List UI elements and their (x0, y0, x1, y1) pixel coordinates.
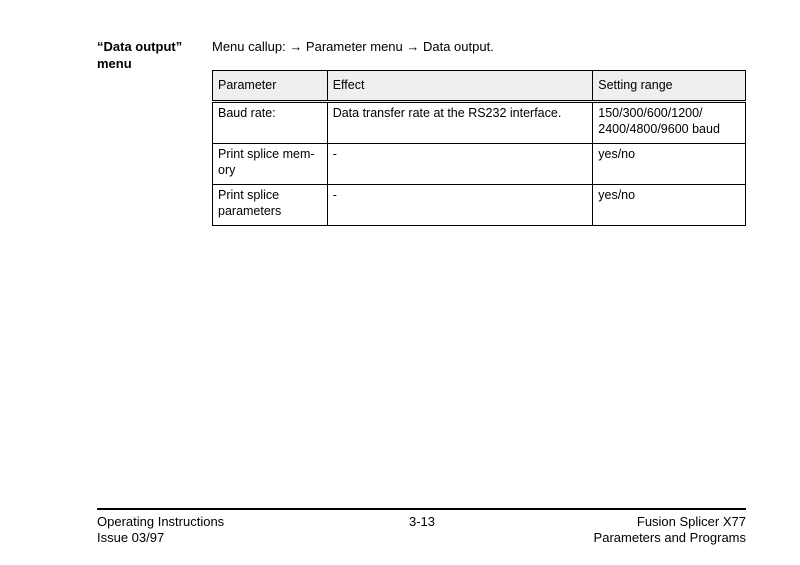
section-heading-line1: “Data output” (97, 39, 183, 54)
cell-setting-range (593, 185, 746, 226)
footer-divider (97, 508, 746, 510)
cell-parameter (213, 102, 328, 144)
cell-range-line: yes/no (598, 147, 636, 161)
header-effect: Effect (327, 71, 593, 102)
cell-parameter-line: Baud rate: (218, 106, 276, 120)
cell-parameter (213, 185, 328, 226)
section-heading-line2: menu (97, 56, 132, 71)
cell-range-line: yes/no (598, 188, 636, 202)
footer-document-title: Operating Instructions (97, 514, 225, 529)
cell-setting-range (593, 102, 746, 144)
cell-setting-range (593, 144, 746, 185)
cell-effect: - (327, 144, 593, 185)
footer-page-number (397, 514, 447, 530)
cell-parameter-line: ory (218, 163, 236, 177)
cell-effect: Data transfer rate at the RS232 interface. (327, 102, 593, 144)
footer-right (594, 514, 746, 546)
cell-parameter (213, 144, 328, 185)
table-row (213, 102, 746, 144)
table-row (213, 144, 746, 185)
page-number: 3-13 (408, 514, 436, 529)
footer-product: Fusion Splicer X77 (636, 514, 746, 529)
cell-range-line: 2400/4800/9600 baud (598, 122, 720, 136)
menu-callup-text: Menu callup: → Parameter menu → Data output. (212, 39, 494, 54)
parameter-table (212, 70, 746, 226)
header-setting-range: Setting range (593, 71, 746, 102)
header-parameter: Parameter (213, 71, 328, 102)
footer-issue: Issue 03/97 (97, 530, 165, 545)
cell-parameter-line: parameters (218, 204, 282, 218)
table-header-row (213, 71, 746, 102)
cell-parameter-line: Print splice (218, 188, 280, 202)
table-row (213, 185, 746, 226)
cell-effect: - (327, 185, 593, 226)
footer-left (97, 514, 224, 546)
footer-chapter: Parameters and Programs (593, 530, 746, 545)
section-heading (97, 38, 202, 72)
cell-range-line: 150/300/600/1200/ (598, 106, 703, 120)
cell-parameter-line: Print splice mem- (218, 147, 315, 161)
